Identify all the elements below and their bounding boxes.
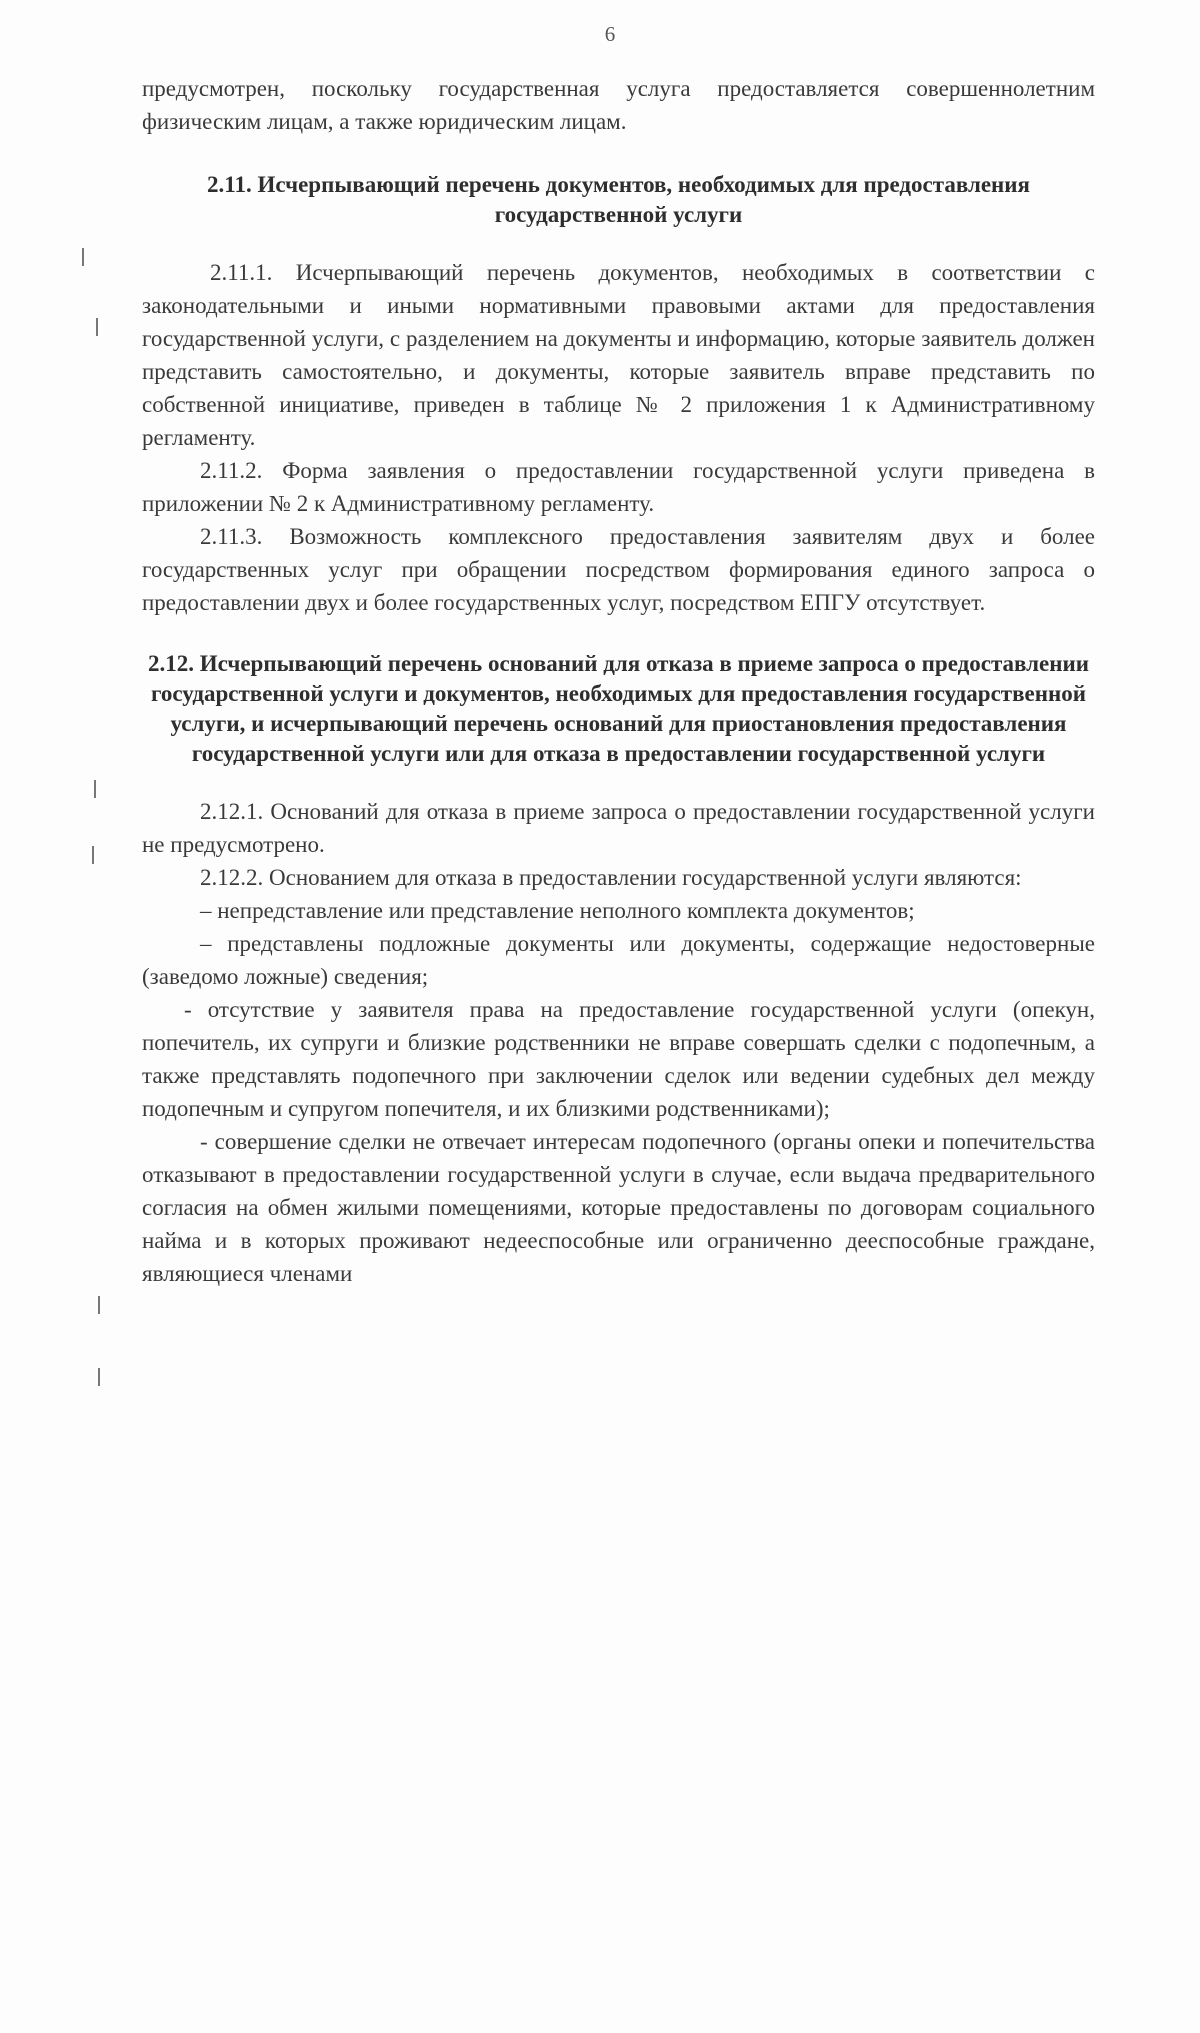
paragraph-2-11-2: 2.11.2. Форма заявления о предоставлении государственной услуги приведена в приложении № 2 к Административному регламенту. [142, 458, 1095, 516]
margin-mark [96, 318, 98, 336]
paragraph-2-11-3: 2.11.3. Возможность комплексного предоставления заявителям двух и более государственных услуг при обращении посредством формирования единого запроса о предоставлении двух и более государственных услуг, посредством ЕПГУ отсутствует. [142, 524, 1095, 615]
list-item: – непредставление или представление неполного комплекта документов; [200, 898, 915, 923]
section-heading-2-11: 2.11. Исчерпывающий перечень документов, необходимых для предоставления государственной услуги [206, 172, 1030, 227]
intro-paragraph: предусмотрен, поскольку государственная услуга предоставляется совершеннолетним физическим лицам, а также юридическим лицам. [142, 76, 1095, 134]
page-number: 6 [604, 22, 616, 46]
document-body [142, 72, 1095, 1290]
margin-mark [82, 248, 84, 266]
section-heading-2-12: 2.12. Исчерпывающий перечень оснований для отказа в приеме запроса о предоставлении государственной услуги и документов, необходимых для предоставления государственной услуги, и исчерпывающий перечень оснований для приостановления предоставления государственной услуги или для отказа в предоставлении государственной услуги [147, 651, 1090, 766]
margin-mark [98, 1368, 100, 1386]
paragraph-2-12-1: 2.12.1. Оснований для отказа в приеме запроса о предоставлении государственной услуги не предусмотрено. [142, 799, 1095, 857]
margin-mark [98, 1296, 100, 1314]
margin-mark [92, 846, 94, 864]
list-item: - совершение сделки не отвечает интересам подопечного (органы опеки и попечительства отказывают в предоставлении государственной услуги в случае, если выдача предварительного согласия на обмен жилыми помещениями, которые предоставлены по договорам социального найма и в которых проживают недееспособные или ограниченно дееспособные граждане, являющиеся членами [142, 1129, 1095, 1286]
paragraph-2-11-1: 2.11.1. Исчерпывающий перечень документов, необходимых в соответствии с законодательными и иными нормативными правовыми актами для предоставления государственной услуги, с разделением на документы и информацию, которые заявитель должен представить самостоятельно, и документы, которые заявитель вправе представить по собственной инициативе, приведен в таблице № 2 приложения 1 к Административному регламенту. [142, 260, 1095, 450]
list-item: - отсутствие у заявителя права на предоставление государственной услуги (опекун, попечитель, их супруги и близкие родственники не вправе совершать сделки с подопечным, а также представлять подопечного при заключении сделок или ведении судебных дел между подопечным и супругом попечителя, и их близкими родственниками); [142, 997, 1095, 1121]
list-item: – представлены подложные документы или документы, содержащие недостоверные (заведомо ложные) сведения; [142, 931, 1095, 989]
margin-mark [94, 780, 96, 798]
paragraph-2-12-2: 2.12.2. Основанием для отказа в предоставлении государственной услуги являются: [200, 865, 1022, 890]
